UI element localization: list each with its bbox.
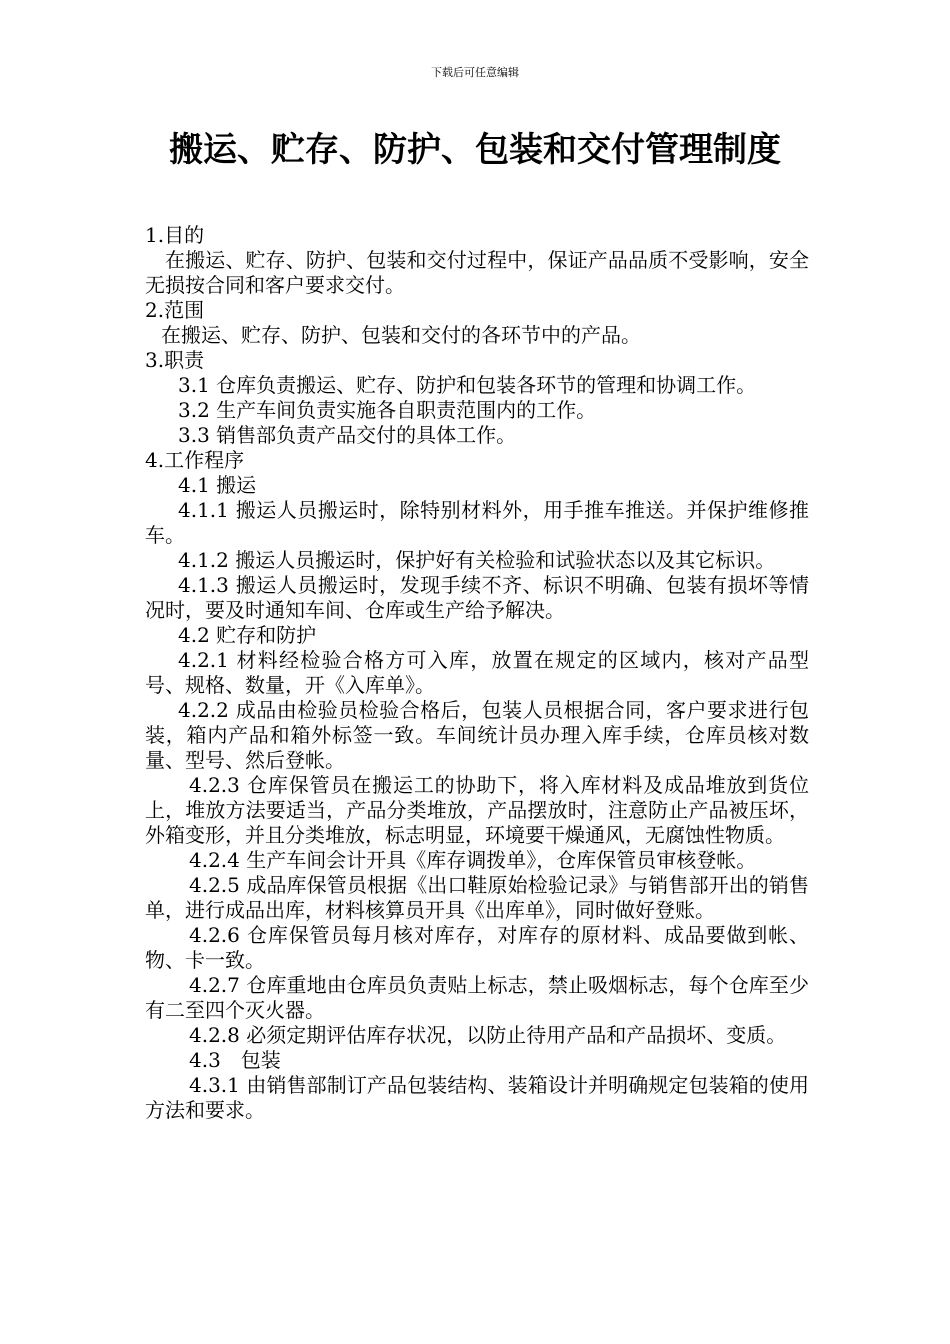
paragraph-4-2-7: 4.2.7 仓库重地由仓库员负责贴上标志，禁止吸烟标志，每个仓库至少有二至四个灭火器。 bbox=[145, 973, 809, 1022]
paragraph-4-2-3: 4.2.3 仓库保管员在搬运工的协助下，将入库材料及成品堆放到货位上，堆放方法要适当，产品分类堆放，产品摆放时，注意防止产品被压坏，外箱变形，并且分类堆放，标志明显，环境要干燥通风，无腐蚀性物质。 bbox=[145, 773, 809, 847]
header-note: 下载后可任意编辑 bbox=[431, 66, 519, 79]
paragraph-3-2: 3.2 生产车间负责实施各自职责范围内的工作。 bbox=[178, 398, 597, 422]
paragraph-4-2-5: 4.2.5 成品库保管员根据《出口鞋原始检验记录》与销售部开出的销售单，进行成品出库，材料核算员开具《出库单》，同时做好登账。 bbox=[145, 873, 809, 922]
section-heading-procedure: 4.工作程序 bbox=[145, 448, 245, 472]
section-heading-purpose: 1.目的 bbox=[145, 223, 205, 247]
paragraph-3-3: 3.3 销售部负责产品交付的具体工作。 bbox=[178, 423, 517, 447]
paragraph-4-1-1: 4.1.1 搬运人员搬运时，除特别材料外，用手推车推送。并保护维修推车。 bbox=[145, 498, 809, 547]
paragraph-4-2-2: 4.2.2 成品由检验员检验合格后，包装人员根据合同，客户要求进行包装，箱内产品和箱外标签一致。车间统计员办理入库手续，仓库员核对数量、型号、然后登帐。 bbox=[145, 698, 809, 772]
subheading-4-1: 4.1 搬运 bbox=[178, 473, 257, 497]
paragraph-4-2-6: 4.2.6 仓库保管员每月核对库存，对库存的原材料、成品要做到帐、物、卡一致。 bbox=[145, 923, 809, 972]
paragraph-scope: 在搬运、贮存、防护、包装和交付的各环节中的产品。 bbox=[161, 323, 641, 347]
section-heading-responsibilities: 3.职责 bbox=[145, 348, 205, 372]
paragraph-purpose: 在搬运、贮存、防护、包装和交付过程中，保证产品品质不受影响，安全无损按合同和客户要求交付。 bbox=[145, 248, 809, 297]
section-heading-scope: 2.范围 bbox=[145, 298, 205, 322]
paragraph-4-2-1: 4.2.1 材料经检验合格方可入库，放置在规定的区域内，核对产品型号、规格、数量，开《入库单》。 bbox=[145, 648, 809, 697]
paragraph-4-1-2: 4.1.2 搬运人员搬运时，保护好有关检验和试验状态以及其它标识。 bbox=[178, 548, 776, 572]
paragraph-4-2-8: 4.2.8 必须定期评估库存状况，以防止待用产品和产品损坏、变质。 bbox=[189, 1023, 787, 1047]
paragraph-4-2-4: 4.2.4 生产车间会计开具《库存调拨单》，仓库保管员审核登帐。 bbox=[189, 848, 757, 872]
subheading-4-3: 4.3 包装 bbox=[189, 1048, 281, 1072]
document-body bbox=[145, 223, 809, 1123]
paragraph-3-1: 3.1 仓库负责搬运、贮存、防护和包装各环节的管理和协调工作。 bbox=[178, 373, 757, 397]
document-title: 搬运、贮存、防护、包装和交付管理制度 bbox=[169, 130, 781, 170]
paragraph-4-3-1: 4.3.1 由销售部制订产品包装结构、装箱设计并明确规定包装箱的使用方法和要求。 bbox=[145, 1073, 809, 1122]
subheading-4-2: 4.2 贮存和防护 bbox=[178, 623, 317, 647]
paragraph-4-1-3: 4.1.3 搬运人员搬运时，发现手续不齐、标识不明确、包装有损坏等情况时，要及时通知车间、仓库或生产给予解决。 bbox=[145, 573, 809, 622]
